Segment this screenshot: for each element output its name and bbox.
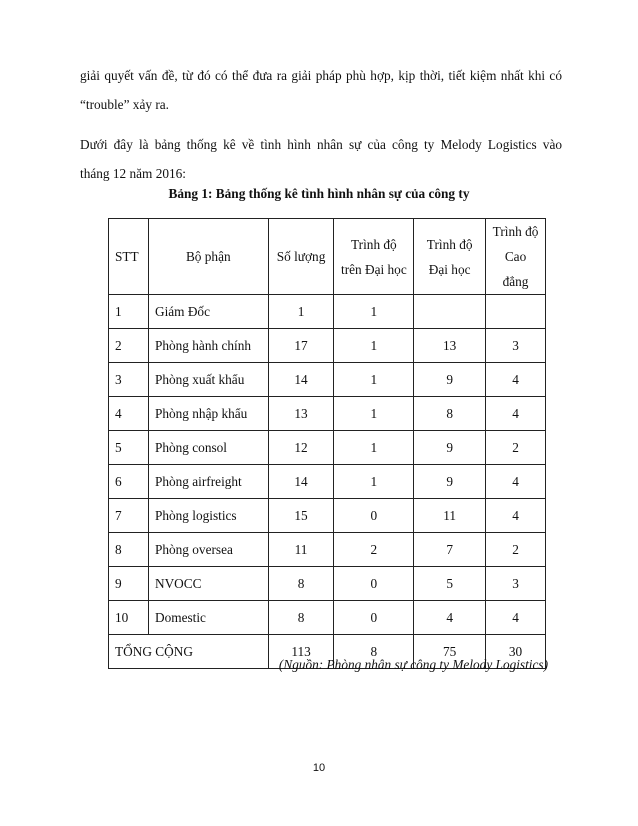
cell-university: 4 (414, 601, 486, 635)
cell-college: 4 (486, 363, 546, 397)
table-row (109, 533, 546, 567)
cell-postgrad: 1 (334, 363, 414, 397)
cell-college: 2 (486, 431, 546, 465)
cell-stt: 7 (109, 499, 149, 533)
paragraph-line: “trouble” xảy ra. (80, 97, 169, 112)
cell-stt: 3 (109, 363, 149, 397)
cell-postgrad: 1 (334, 329, 414, 363)
cell-stt: 5 (109, 431, 149, 465)
cell-count: 14 (268, 363, 334, 397)
cell-university: 9 (414, 465, 486, 499)
table-row (109, 465, 546, 499)
header-college-line1: Trình độ (492, 224, 539, 239)
table-row (109, 363, 546, 397)
cell-college: 3 (486, 567, 546, 601)
cell-postgrad: 0 (334, 567, 414, 601)
cell-stt: 4 (109, 397, 149, 431)
cell-department: Phòng oversea (148, 533, 268, 567)
header-university (414, 219, 486, 295)
cell-count: 17 (268, 329, 334, 363)
cell-department: NVOCC (148, 567, 268, 601)
staff-statistics-table (108, 218, 546, 669)
cell-postgrad: 0 (334, 601, 414, 635)
total-university: 75 (414, 635, 486, 669)
paragraph-line: tháng 12 năm 2016: (80, 166, 186, 181)
cell-postgrad: 0 (334, 499, 414, 533)
cell-postgrad: 1 (334, 431, 414, 465)
header-postgrad-line1: Trình độ (351, 236, 397, 252)
cell-university: 5 (414, 567, 486, 601)
cell-postgrad: 2 (334, 533, 414, 567)
cell-department: Phòng logistics (148, 499, 268, 533)
table-row (109, 295, 546, 329)
page-number: 10 (312, 762, 326, 774)
header-university-line1: Trình độ (426, 236, 473, 252)
cell-stt: 10 (109, 601, 149, 635)
paragraph-1 (80, 61, 562, 119)
cell-stt: 2 (109, 329, 149, 363)
cell-count: 15 (268, 499, 334, 533)
cell-college: 4 (486, 601, 546, 635)
table-source-note: (Nguồn: Phòng nhân sự công ty Melody Logistics) (278, 657, 548, 672)
cell-college: 4 (486, 499, 546, 533)
total-college: 30 (486, 635, 546, 669)
cell-stt: 9 (109, 567, 149, 601)
cell-college: 4 (486, 397, 546, 431)
cell-university: 8 (414, 397, 486, 431)
cell-postgrad: 1 (334, 397, 414, 431)
total-label: TỔNG CỘNG (109, 635, 269, 669)
cell-stt: 6 (109, 465, 149, 499)
paragraph-2 (80, 130, 562, 188)
cell-count: 8 (268, 567, 334, 601)
cell-university (414, 295, 486, 329)
header-college (486, 219, 546, 295)
cell-university: 11 (414, 499, 486, 533)
header-department: Bộ phận (148, 219, 268, 295)
cell-count: 13 (268, 397, 334, 431)
cell-department: Giám Đốc (148, 295, 268, 329)
cell-count: 12 (268, 431, 334, 465)
cell-university: 7 (414, 533, 486, 567)
cell-count: 8 (268, 601, 334, 635)
table-row (109, 499, 546, 533)
header-university-line2: Đại học (428, 261, 471, 277)
header-count: Số lượng (268, 219, 334, 295)
table-row (109, 431, 546, 465)
table-row (109, 397, 546, 431)
cell-count: 14 (268, 465, 334, 499)
paragraph-line: giải quyết vấn đề, từ đó có thể đưa ra giải pháp phù hợp, kịp thời, tiết kiệm nhất khi có (80, 68, 562, 83)
cell-college: 2 (486, 533, 546, 567)
total-count: 113 (268, 635, 334, 669)
cell-department: Phòng hành chính (148, 329, 268, 363)
header-college-line2: Cao đẳng (502, 249, 529, 289)
table-row (109, 567, 546, 601)
paragraph-line: Dưới đây là bảng thống kê về tình hình nhân sự của công ty Melody Logistics vào (80, 137, 562, 152)
header-stt: STT (109, 219, 149, 295)
cell-count: 1 (268, 295, 334, 329)
cell-department: Phòng airfreight (148, 465, 268, 499)
cell-college (486, 295, 546, 329)
cell-count: 11 (268, 533, 334, 567)
cell-postgrad: 1 (334, 465, 414, 499)
cell-stt: 1 (109, 295, 149, 329)
table-row (109, 329, 546, 363)
cell-college: 3 (486, 329, 546, 363)
table-caption: Bảng 1: Bảng thống kê tình hình nhân sự của công ty (168, 186, 470, 201)
cell-stt: 8 (109, 533, 149, 567)
table-header-row (109, 219, 546, 295)
header-postgrad (334, 219, 414, 295)
cell-university: 9 (414, 363, 486, 397)
cell-postgrad: 1 (334, 295, 414, 329)
header-postgrad-line2: trên Đại học (341, 261, 407, 277)
cell-department: Phòng consol (148, 431, 268, 465)
cell-department: Domestic (148, 601, 268, 635)
total-postgrad: 8 (334, 635, 414, 669)
cell-university: 13 (414, 329, 486, 363)
cell-university: 9 (414, 431, 486, 465)
cell-department: Phòng nhập khẩu (148, 397, 268, 431)
table-row (109, 601, 546, 635)
cell-department: Phòng xuất khẩu (148, 363, 268, 397)
cell-college: 4 (486, 465, 546, 499)
